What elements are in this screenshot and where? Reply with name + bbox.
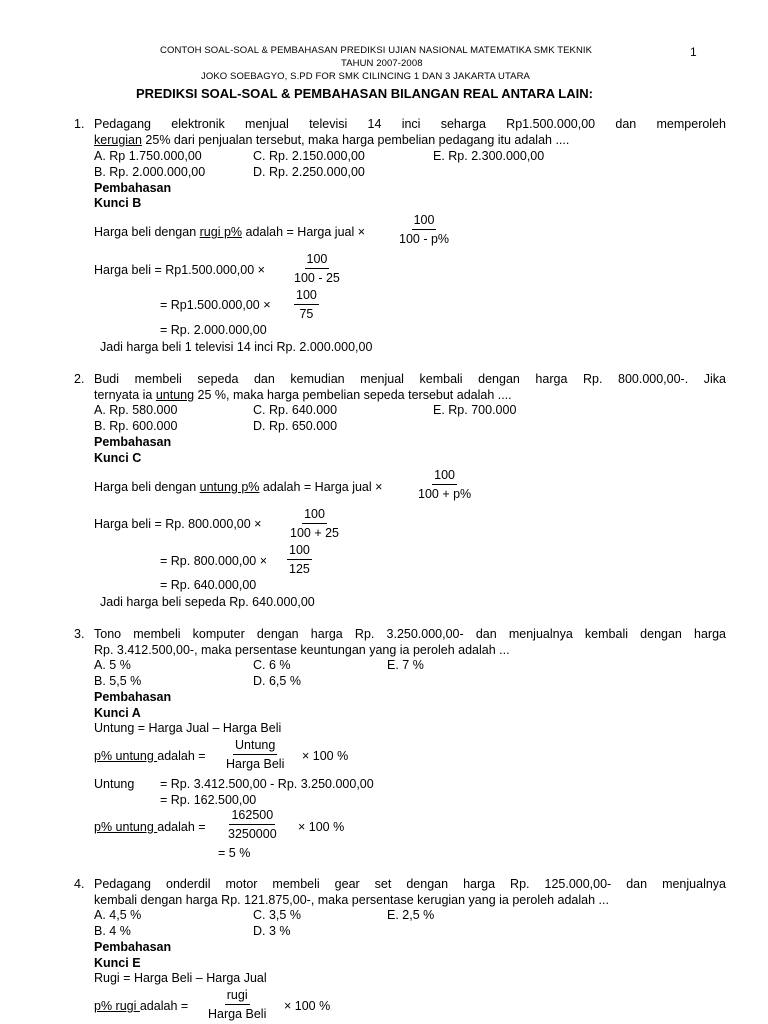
q1-option-e: E. Rp. 2.300.000,00	[433, 149, 545, 163]
q2-option-c: C. Rp. 640.000	[253, 403, 338, 417]
header-line-3: JOKO SOEBAGYO, S.PD FOR SMK CILINCING 1 DAN 3 JAKARTA UTARA	[201, 71, 530, 82]
q2-formula-fraction	[416, 468, 473, 501]
q1-formula-underlined: rugi p%	[199, 225, 243, 239]
q3-formula-post: adalah =	[157, 749, 206, 763]
q4-option-c: C. 3,5 %	[253, 908, 301, 922]
q3-formula-fraction	[224, 738, 286, 771]
q1-text-line2-rest: 25% dari penjualan tersebut, maka harga pembelian pedagang itu adalah ....	[141, 133, 570, 147]
q2-step1-fraction	[288, 507, 341, 540]
q4-formula-post: adalah =	[139, 999, 189, 1013]
q4-option-b: B. 4 %	[94, 924, 131, 938]
header-line-2: TAHUN 2007-2008	[341, 58, 423, 69]
q1-conclusion: Jadi harga beli 1 televisi 14 inci Rp. 2.000.000,00	[100, 340, 373, 354]
q1-option-b: B. Rp. 2.000.000,00	[94, 165, 206, 179]
q3-option-d: D. 6,5 %	[253, 674, 301, 688]
q2-answer-key: Kunci C	[94, 451, 142, 465]
q2-formula-numerator: 100	[432, 468, 457, 485]
q3-text-line2: Rp. 3.412.500,00-, maka persentase keuntungan yang ia peroleh adalah ...	[94, 643, 510, 657]
q2-step1-numerator: 100	[302, 507, 327, 524]
q4-answer-key: Kunci E	[94, 956, 141, 970]
q3-number: 3.	[74, 627, 85, 641]
q3-formula2-denominator: 3250000	[228, 827, 277, 841]
q3-rule: Untung = Harga Jual – Harga Beli	[94, 721, 282, 735]
q4-option-e: E. 2,5 %	[387, 908, 435, 922]
q3-formula2-label	[94, 820, 206, 834]
q2-formula-underlined: untung p%	[199, 480, 260, 494]
q1-formula-numerator: 100	[412, 213, 437, 230]
q1-kerugian-underlined: kerugian	[94, 133, 142, 147]
q3-formula2-fraction	[226, 808, 279, 841]
q2-formula-pre: Harga beli dengan	[94, 480, 200, 494]
q2-option-e: E. Rp. 700.000	[433, 403, 517, 417]
q3-option-e: E. 7 %	[387, 658, 424, 672]
q1-step1-numerator: 100	[305, 252, 330, 269]
q4-formula-tail: × 100 %	[284, 999, 331, 1013]
q1-step3-result: = Rp. 2.000.000,00	[160, 323, 267, 337]
q1-text-line2	[94, 133, 569, 147]
q2-conclusion: Jadi harga beli sepeda Rp. 640.000,00	[100, 595, 315, 609]
q1-option-a: A. Rp 1.750.000,00	[94, 149, 202, 163]
q2-step2-label: = Rp. 800.000,00 ×	[160, 554, 268, 568]
q1-text-line1: Pedagang elektronik menjual televisi 14 inci seharga Rp1.500.000,00 dan memperoleh	[94, 117, 726, 131]
q4-formula-numerator: rugi	[225, 988, 250, 1005]
q1-answer-key: Kunci B	[94, 196, 142, 210]
q2-step1-label: Harga beli = Rp. 800.000,00 ×	[94, 517, 262, 531]
q3-pembahasan-heading: Pembahasan	[94, 690, 172, 704]
page-number: 1	[690, 45, 697, 59]
q1-pembahasan-heading: Pembahasan	[94, 181, 172, 195]
q4-text-line1: Pedagang onderdil motor membeli gear set dengan harga Rp. 125.000,00- dan menjualnya	[94, 877, 726, 891]
q2-formula-denominator: 100 + p%	[418, 487, 472, 501]
q1-formula-pre: Harga beli dengan	[94, 225, 200, 239]
q3-untung-calc: = Rp. 3.412.500,00 - Rp. 3.250.000,00	[160, 777, 374, 791]
q3-formula-denominator: Harga Beli	[226, 757, 285, 771]
q2-number: 2.	[74, 372, 85, 386]
q2-option-b: B. Rp. 600.000	[94, 419, 178, 433]
q2-untung-underlined: untung	[155, 388, 195, 402]
q1-step1-label: Harga beli = Rp1.500.000,00 ×	[94, 263, 265, 277]
q2-pembahasan-heading: Pembahasan	[94, 435, 172, 449]
q2-step3-result: = Rp. 640.000,00	[160, 578, 257, 592]
q3-final-result: = 5 %	[218, 846, 251, 860]
q3-option-a: A. 5 %	[94, 658, 131, 672]
q1-step1-denominator: 100 - 25	[294, 271, 340, 285]
q2-option-d: D. Rp. 650.000	[253, 419, 338, 433]
q2-step1-denominator: 100 + 25	[290, 526, 340, 540]
q4-number: 4.	[74, 877, 85, 891]
q4-rule: Rugi = Harga Beli – Harga Jual	[94, 971, 267, 985]
q1-step2-label: = Rp1.500.000,00 ×	[160, 298, 271, 312]
q1-step1-fraction	[292, 252, 342, 285]
q4-formula-fraction	[206, 988, 268, 1021]
q4-text-line2: kembali dengan harga Rp. 121.875,00-, maka persentase kerugian yang ia peroleh adalah ...	[94, 893, 609, 907]
q1-formula-label	[94, 225, 365, 239]
q3-formula2-numerator: 162500	[229, 808, 275, 825]
page-title: PREDIKSI SOAL-SOAL & PEMBAHASAN BILANGAN REAL ANTARA LAIN:	[136, 86, 593, 101]
q1-option-c: C. Rp. 2.150.000,00	[253, 149, 365, 163]
q3-formula2-underlined: p% untung	[94, 820, 158, 834]
q3-formula-label	[94, 749, 206, 763]
q3-option-b: B. 5,5 %	[94, 674, 142, 688]
q2-text-line1: Budi membeli sepeda dan kemudian menjual kembali dengan harga Rp. 800.000,00-. Jika	[94, 372, 726, 386]
q4-option-a: A. 4,5 %	[94, 908, 142, 922]
q1-number: 1.	[74, 117, 85, 131]
q3-formula-tail: × 100 %	[302, 749, 349, 763]
q3-formula2-post: adalah =	[157, 820, 206, 834]
q4-formula-denominator: Harga Beli	[208, 1007, 267, 1021]
q2-formula-post: adalah = Harga jual ×	[259, 480, 383, 494]
q2-step2-fraction	[287, 543, 312, 576]
q2-text-line2	[94, 388, 512, 402]
q2-option-a: A. Rp. 580.000	[94, 403, 178, 417]
q2-step2-denominator: 125	[289, 562, 310, 576]
q4-option-d: D. 3 %	[253, 924, 291, 938]
q1-step2-numerator: 100	[294, 288, 319, 305]
q1-step2-denominator: 75	[299, 307, 314, 321]
q2-text-line2-pre: ternyata ia	[94, 388, 156, 402]
q3-formula-underlined: p% untung	[94, 749, 158, 763]
q4-pembahasan-heading: Pembahasan	[94, 940, 172, 954]
q3-formula2-tail: × 100 %	[298, 820, 345, 834]
q1-formula-fraction	[397, 213, 451, 246]
q2-step2-numerator: 100	[287, 543, 312, 560]
q1-step2-fraction	[294, 288, 319, 321]
q4-formula-underlined: p% rugi	[94, 999, 140, 1013]
q1-formula-post: adalah = Harga jual ×	[242, 225, 366, 239]
header-line-1: CONTOH SOAL-SOAL & PEMBAHASAN PREDIKSI UJIAN NASIONAL MATEMATIKA SMK TEKNIK	[160, 45, 593, 56]
q2-formula-label	[94, 480, 382, 494]
q4-formula-label	[94, 999, 188, 1013]
q3-untung-result: = Rp. 162.500,00	[160, 793, 257, 807]
q3-answer-key: Kunci A	[94, 706, 141, 720]
q3-text-line1: Tono membeli komputer dengan harga Rp. 3.250.000,00- dan menjualnya kembali dengan harga	[94, 627, 726, 641]
q3-option-c: C. 6 %	[253, 658, 291, 672]
q3-formula-numerator: Untung	[233, 738, 277, 755]
q3-untung-label: Untung	[94, 777, 135, 791]
q1-option-d: D. Rp. 2.250.000,00	[253, 165, 365, 179]
q1-formula-denominator: 100 - p%	[399, 232, 450, 246]
q2-text-line2-rest: 25 %, maka harga pembelian sepeda tersebut adalah ....	[194, 388, 512, 402]
